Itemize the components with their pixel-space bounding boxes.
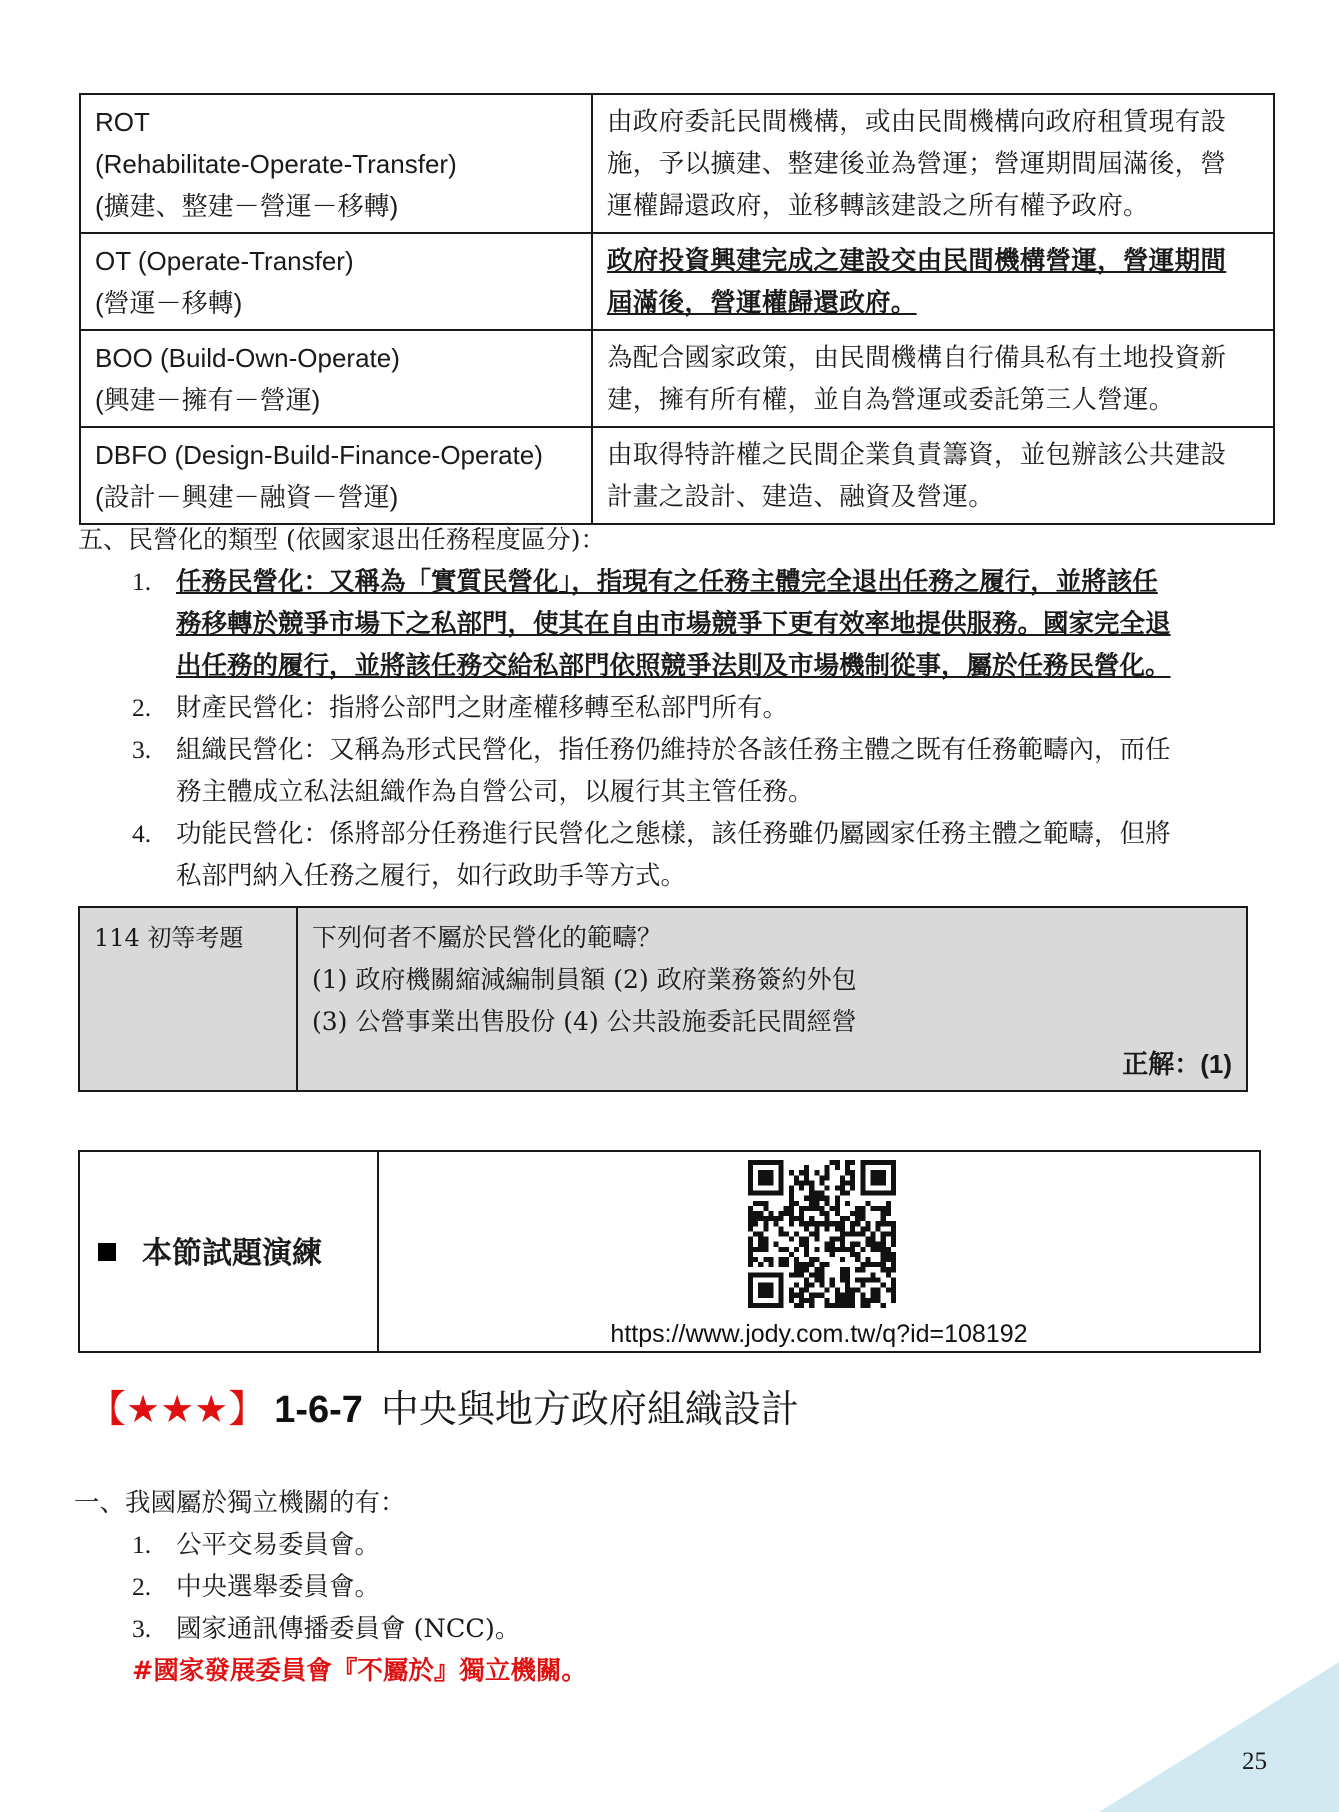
independent-agencies-section [74,1482,1174,1692]
table-row [80,94,1274,233]
square-bullet-icon [98,1243,116,1261]
model-desc-cell [592,427,1274,524]
model-name-cell [80,330,592,427]
list-number: 1. [132,567,152,596]
note-text: #國家發展委員會『不屬於』獨立機關。 [132,1656,587,1686]
exam-question-box [78,906,1248,1092]
question-options: (1) 政府機關縮減編制員額 (2) 政府業務簽約外包 [312,965,857,994]
model-name-cell [80,427,592,524]
model-name-cell [80,94,592,233]
list-item [132,729,1268,813]
question-text: 下列何者不屬於民營化的範疇？ [312,923,663,952]
model-desc-line: 為配合國家政策，由民間機構自行備具私有土地投資新 [607,343,1227,373]
model-desc-line: 屆滿後，營運權歸還政府。 [607,288,917,318]
practice-box [78,1150,1261,1353]
qr-code-icon[interactable] [748,1160,896,1308]
list-line: 私部門納入任務之履行，如行政助手等方式。 [176,861,687,891]
list-line: 務主體成立私法組織作為自營公司，以履行其主管任務。 [176,777,814,807]
list-number: 2. [132,1572,152,1601]
privatization-types-section [78,519,1268,897]
section-heading: 五、民營化的類型 (依國家退出任務程度區分)： [78,525,606,554]
section-title [88,1378,799,1433]
list-line: 出任務的履行，並將該任務交給私部門依照競爭法則及市場機制從事，屬於任務民營化。 [176,651,1171,681]
list-line: 財產民營化：指將公部門之財產權移轉至私部門所有。 [176,693,789,723]
model-name-line: (興建－擁有－營運) [95,385,321,415]
list-text: 國家通訊傳播委員會 (NCC)。 [176,1614,521,1644]
list-line: 任務民營化：又稱為「實質民營化」，指現有之任務主體完全退出任務之履行，並將該任 [176,567,1158,597]
answer-text: 正解：(1) [1122,1049,1232,1079]
practice-url-link[interactable]: https://www.jody.com.tw/q?id=108192 [610,1320,1028,1348]
list-item [132,1608,1174,1650]
list-text: 公平交易委員會。 [176,1530,381,1560]
list-number: 2. [132,693,152,722]
model-desc-line: 由政府委託民間機構，或由民間機構向政府租賃現有設 [607,107,1227,137]
list-item [132,1524,1174,1566]
exam-tag: 114 初等考題 [94,924,244,952]
table-row [80,427,1274,524]
model-desc-line: 政府投資興建完成之建設交由民間機構營運，營運期間 [607,246,1227,276]
corner-decoration [1039,1662,1339,1812]
star-rating: 【★★★】 [88,1387,267,1431]
list-number: 1. [132,1530,152,1559]
ppp-model-table [79,93,1275,525]
section-heading: 一、我國屬於獨立機關的有： [74,1488,406,1518]
table-row [80,233,1274,330]
list-number: 3. [132,735,152,764]
section-title-text: 中央與地方政府組織設計 [380,1387,799,1431]
list-line: 務移轉於競爭市場下之私部門，使其在自由市場競爭下更有效率地提供服務。國家完全退 [176,609,1171,639]
list-number: 3. [132,1614,152,1643]
table-row [80,330,1274,427]
model-name-line: OT (Operate-Transfer) [95,246,354,276]
question-options: (3) 公營事業出售股份 (4) 公共設施委託民間經營 [312,1007,857,1036]
page-number: 25 [1242,1748,1267,1775]
divider [296,908,298,1090]
privatization-list [132,561,1268,897]
model-name-line: (營運－移轉) [95,288,243,318]
model-desc-line: 計畫之設計、建造、融資及營運。 [607,482,995,512]
model-name-line: ROT [95,107,150,137]
list-item [132,561,1268,687]
model-desc-line: 運權歸還政府，並移轉該建設之所有權予政府。 [607,191,1149,221]
model-name-line: BOO (Build-Own-Operate) [95,343,400,373]
model-name-cell [80,233,592,330]
model-name-line: (Rehabilitate-Operate-Transfer) [95,149,457,179]
list-item [132,813,1268,897]
model-desc-cell [592,94,1274,233]
section-number: 1-6-7 [274,1389,363,1431]
agency-list [132,1524,1174,1650]
list-item [132,687,1268,729]
model-desc-line: 建，擁有所有權，並自為營運或委託第三人營運。 [607,385,1175,415]
list-text: 中央選舉委員會。 [176,1572,381,1602]
list-number: 4. [132,819,152,848]
list-line: 組織民營化：又稱為形式民營化，指任務仍維持於各該任務主體之既有任務範疇內，而任 [176,735,1171,765]
model-desc-line: 由取得特許權之民間企業負責籌資，並包辦該公共建設 [607,440,1227,470]
model-name-line: (設計－興建－融資－營運) [95,482,399,512]
list-item [132,1566,1174,1608]
model-name-line: (擴建、整建－營運－移轉) [95,191,399,221]
model-desc-cell [592,330,1274,427]
model-name-line: DBFO (Design-Build-Finance-Operate) [95,440,543,470]
list-line: 功能民營化：係將部分任務進行民營化之態樣，該任務雖仍屬國家任務主體之範疇，但將 [176,819,1171,849]
model-desc-line: 施，予以擴建、整建後並為營運；營運期間屆滿後，營 [607,149,1227,179]
practice-label: 本節試題演練 [98,1228,322,1272]
model-desc-cell [592,233,1274,330]
